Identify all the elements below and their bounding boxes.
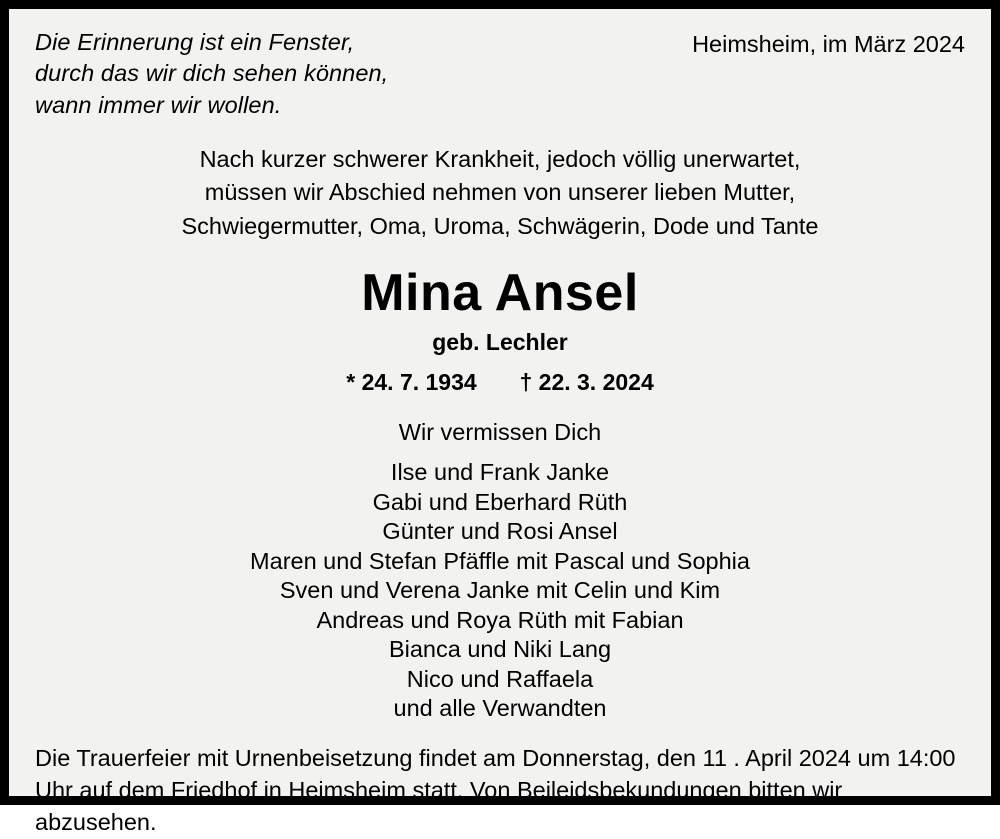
header-row: [35, 27, 965, 121]
list-item: Nico und Raffaela: [406, 665, 594, 692]
intro-line-2: müssen wir Abschied nehmen von unserer lieben Mutter,: [204, 179, 796, 206]
list-item: Gabi und Eberhard Rüth: [372, 488, 628, 515]
deceased-name: Mina Ansel: [361, 263, 639, 322]
intro-line-3: Schwiegermutter, Oma, Uroma, Schwägerin, Dode und Tante: [181, 212, 819, 239]
mourners-list: [35, 458, 965, 723]
epitaph-line-2: durch das wir dich sehen können,: [35, 60, 389, 87]
list-item: Bianca und Niki Lang: [388, 636, 612, 663]
list-item: und alle Verwandten: [393, 695, 607, 721]
birth-date: * 24. 7. 1934: [346, 369, 477, 396]
list-item: Andreas und Roya Rüth mit Fabian: [316, 606, 684, 633]
intro-line-1: Nach kurzer schwerer Krankheit, jedoch völlig unerwartet,: [199, 145, 801, 172]
death-date: † 22. 3. 2024: [519, 369, 654, 396]
funeral-details: Die Trauerfeier mit Urnenbeisetzung findet am Donnerstag, den 11 . April 2024 um 14:00 Uhr auf dem Friedhof in Heimsheim statt. Von Beileidsbekundungen bitten wir abzusehen.: [35, 745, 956, 835]
life-dates: [35, 369, 965, 396]
deceased-maiden-name: geb. Lechler: [432, 329, 568, 356]
farewell-text: Wir vermissen Dich: [398, 419, 602, 446]
list-item: Günter und Rosi Ansel: [382, 518, 618, 545]
list-item: Maren und Stefan Pfäffle mit Pascal und Sophia: [250, 547, 750, 574]
epitaph-line-1: Die Erinnerung ist ein Fenster,: [35, 29, 355, 55]
list-item: Ilse und Frank Janke: [390, 459, 610, 486]
epitaph: [35, 27, 388, 121]
intro-text: [35, 143, 965, 244]
place-and-date: Heimsheim, im März 2024: [692, 31, 965, 57]
list-item: Sven und Verena Janke mit Celin und Kim: [279, 577, 721, 604]
epitaph-line-3: wann immer wir wollen.: [35, 91, 282, 118]
